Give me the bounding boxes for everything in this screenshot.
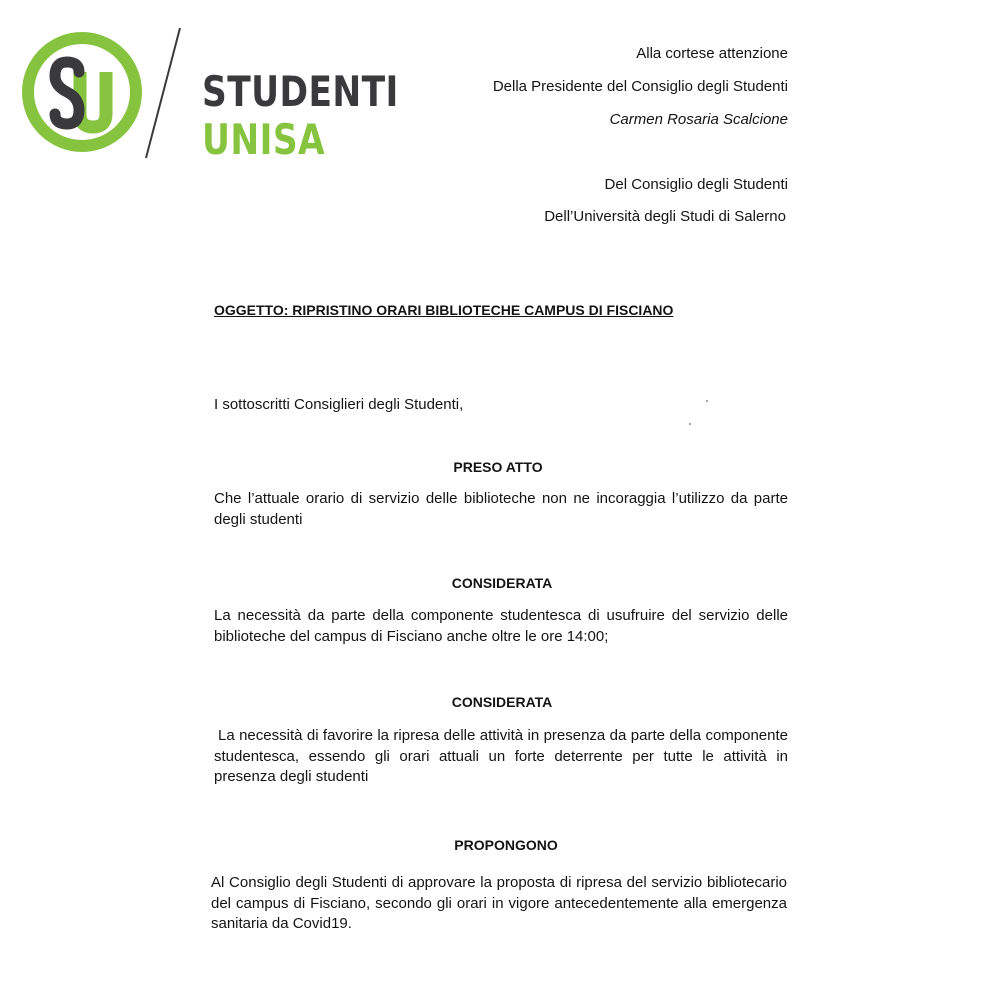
section-text: La necessità da parte della componente studentesca di usufruire del servizio delle biblioteche del campus di Fisciano anche oltre le ore 14:00; — [214, 607, 788, 645]
recipient-line-2: Della Presidente del Consiglio degli Studenti — [492, 78, 788, 95]
su-monogram-icon — [20, 26, 190, 166]
section-text: La necessità di favorire la ripresa delle attività in presenza da parte della componente studentesca, essendo gli orari attuali un forte deterrente per tutte le attività in presenza degli studenti — [214, 727, 788, 785]
logo-text-unisa: UNISA — [202, 115, 326, 164]
recipient-name: Carmen Rosaria Scalcione — [609, 111, 788, 128]
section-heading: PROPONGONO — [454, 837, 558, 853]
opening-line: I sottoscritti Consiglieri degli Studenti, — [214, 396, 464, 413]
section-heading: PRESO ATTO — [453, 459, 543, 475]
section-heading: CONSIDERATA — [451, 694, 553, 710]
section-text: Che l’attuale orario di servizio delle biblioteche non ne incoraggia l’utilizzo da parte degli studenti — [214, 490, 788, 528]
scan-speck — [689, 423, 691, 425]
section-text: Al Consiglio degli Studenti di approvare la proposta di ripresa del servizio bibliotecario del campus di Fisciano, secondo gli orari in vigore antecedentemente alla emergenza sanitaria da Covid19. — [211, 874, 787, 932]
section-heading: CONSIDERATA — [451, 575, 553, 591]
recipient-line-1: Alla cortese attenzione — [636, 45, 788, 62]
recipient-line-5: Dell’Università degli Studi di Salerno — [544, 208, 786, 225]
recipient-line-4: Del Consiglio degli Studenti — [604, 176, 788, 193]
scan-speck — [706, 400, 708, 402]
studenti-unisa-logo — [20, 26, 399, 166]
logo-text-studenti: STUDENTI — [202, 67, 399, 116]
subject-line: OGGETTO: RIPRISTINO ORARI BIBLIOTECHE CAMPUS DI FISCIANO — [214, 302, 674, 318]
